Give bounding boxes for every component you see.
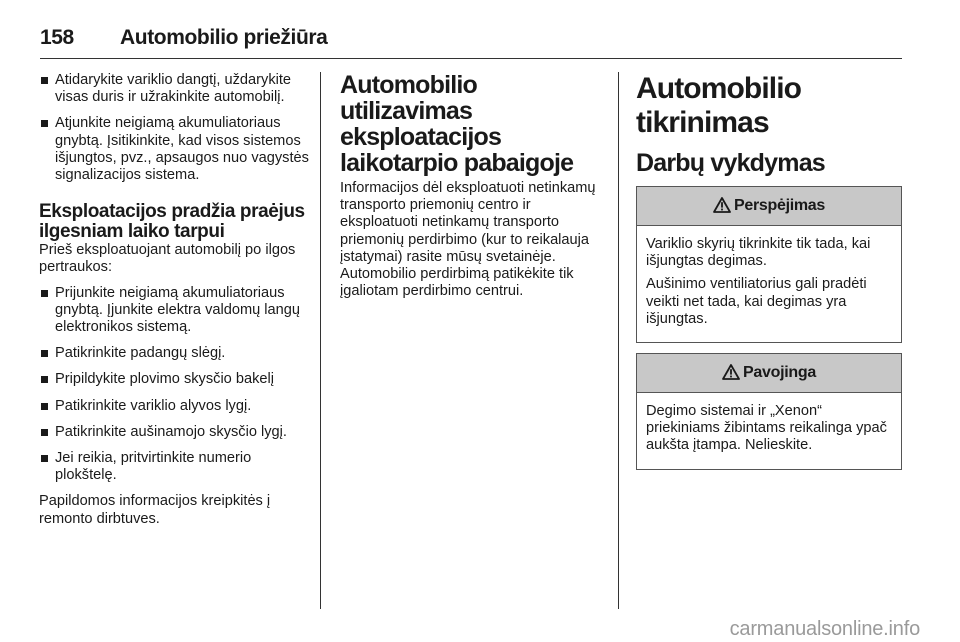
warning-paragraph: Variklio skyrių tikrinkite tik tada, kai išjungtas degimas. bbox=[646, 236, 871, 270]
bullet-square-icon bbox=[41, 350, 48, 357]
list-item: Atidarykite variklio dangtį, uždarykite visas duris ir užrakinkite automobilį. bbox=[39, 72, 309, 106]
list-item: Pripildykite plovimo skysčio bakelį bbox=[39, 371, 309, 388]
list-item: Patikrinkite aušinamojo skysčio lygį. bbox=[39, 424, 309, 441]
bullet-square-icon bbox=[41, 77, 48, 84]
warning-paragraph: Degimo sistemai ir „Xenon“ priekiniams žibintams reikalinga ypač aukšta įtampa. Nelieskite. bbox=[646, 403, 887, 454]
intro-text: Prieš eksploatuojant automobilį po ilgos pertraukos: bbox=[39, 242, 296, 276]
column-3 bbox=[636, 72, 902, 470]
warning-box-header bbox=[637, 187, 901, 226]
column-2 bbox=[340, 72, 608, 300]
warning-box-title: Pavojinga bbox=[743, 364, 816, 382]
column-divider-1 bbox=[320, 72, 321, 609]
warning-box-header bbox=[637, 354, 901, 393]
section-heading-recommissioning: Eksploatacijos pradžia praėjus ilgesniam laiko tarpui bbox=[39, 201, 305, 243]
bullet-square-icon bbox=[41, 403, 48, 410]
chapter-title: Automobilio priežiūra bbox=[120, 26, 328, 49]
bullet-square-icon bbox=[41, 429, 48, 436]
bullet-square-icon bbox=[41, 455, 48, 462]
section-heading-inspection: Automobilio tikrinimas bbox=[636, 72, 802, 139]
warning-box-body bbox=[637, 226, 901, 342]
warning-box-body bbox=[637, 393, 901, 469]
list-item: Patikrinkite variklio alyvos lygį. bbox=[39, 398, 309, 415]
warning-box-caution bbox=[636, 186, 902, 343]
list-item: Prijunkite neigiamą akumuliatoriaus gnybtą. Įjunkite elektra valdomų langų elektronikos sistemą. bbox=[39, 285, 309, 337]
list-item: Patikrinkite padangų slėgį. bbox=[39, 345, 309, 362]
outro-text: Papildomos informacijos kreipkitės į remonto dirbtuves. bbox=[39, 493, 271, 527]
warning-box-danger bbox=[636, 353, 902, 470]
recommissioning-steps-list bbox=[39, 285, 309, 485]
warning-box-title: Perspėjimas bbox=[734, 197, 825, 214]
bullet-square-icon bbox=[41, 120, 48, 127]
subheading-performing-work: Darbų vykdymas bbox=[636, 149, 825, 177]
list-item: Atjunkite neigiamą akumuliatoriaus gnybtą. Įsitikinkite, kad visos sistemos išjungtos, pvz., apsaugos nuo vagystės signalizacijos sistema. bbox=[39, 115, 309, 184]
warning-triangle-icon bbox=[722, 364, 740, 380]
warning-triangle-icon bbox=[713, 197, 731, 213]
warning-paragraph: Aušinimo ventiliatorius gali pradėti veikti net tada, kai degimas yra išjungtas. bbox=[646, 276, 867, 327]
column-1 bbox=[39, 72, 309, 528]
disposal-text: Informacijos dėl eksploatuoti netinkamų transporto priemonių centro ir eksploatuoti netinkamų transporto priemonių perdirbimo (kur to reikalauja įstatymai) rasite mūsų svetainėje. Automobilio perdirbimą patikėkite tik įgaliotam perdirbimo centrui. bbox=[340, 180, 596, 300]
bullet-square-icon bbox=[41, 290, 48, 297]
column-divider-2 bbox=[618, 72, 619, 609]
page-header bbox=[40, 14, 902, 59]
bullet-square-icon bbox=[41, 376, 48, 383]
storage-steps-list bbox=[39, 72, 309, 184]
watermark-text: carmanualsonline.info bbox=[729, 618, 920, 640]
list-item: Jei reikia, pritvirtinkite numerio plokštelę. bbox=[39, 450, 309, 484]
section-heading-disposal: Automobilio utilizavimas eksploatacijos laikotarpio pabaigoje bbox=[340, 71, 574, 177]
page-number: 158 bbox=[40, 26, 74, 49]
